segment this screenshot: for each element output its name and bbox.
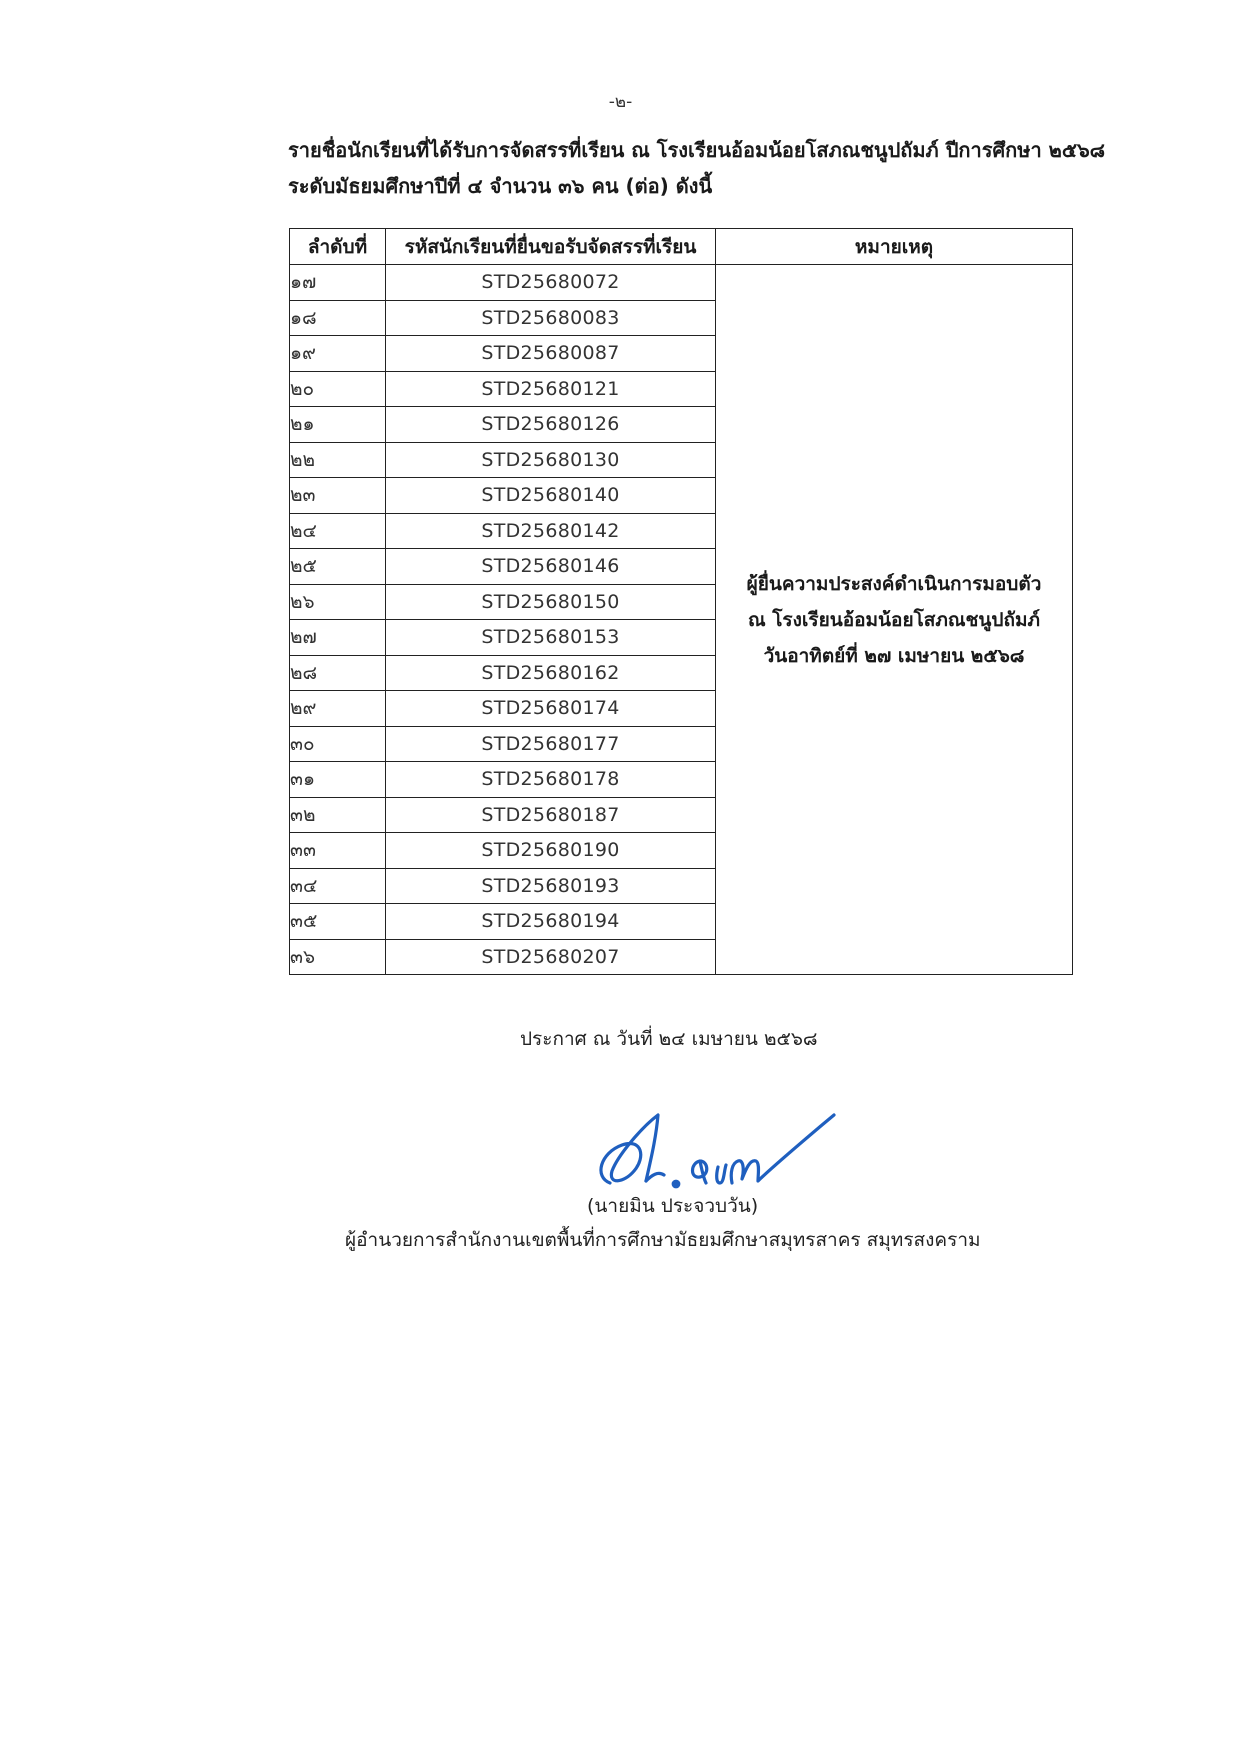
row-student-code: STD25680207: [386, 939, 716, 975]
table-body: [290, 265, 1073, 975]
row-student-code: STD25680083: [386, 300, 716, 336]
row-sequence: ๒๗: [290, 620, 386, 656]
row-sequence: ๑๗: [290, 265, 386, 301]
signer-name: (นายมิน ประจวบวัน): [587, 1195, 759, 1217]
table-header-row: [290, 229, 1073, 265]
row-student-code: STD25680174: [386, 691, 716, 727]
handwritten-signature: [590, 1105, 840, 1205]
header-student-code: รหัสนักเรียนที่ยื่นขอรับจัดสรรที่เรียน: [386, 229, 716, 265]
row-sequence: ๑๙: [290, 336, 386, 372]
page-number: -๒-: [608, 92, 633, 112]
signature-stroke: [601, 1115, 658, 1183]
row-student-code: STD25680142: [386, 513, 716, 549]
row-student-code: STD25680187: [386, 797, 716, 833]
remark-line: ณ โรงเรียนอ้อมน้อยโสภณชนูปถัมภ์: [747, 608, 1041, 631]
row-sequence: ๒๔: [290, 513, 386, 549]
signature-stroke: [717, 1165, 726, 1183]
remark-line: ผู้ยื่นความประสงค์ดำเนินการมอบตัว: [746, 572, 1042, 595]
student-allocation-table: [289, 228, 1073, 975]
row-student-code: STD25680126: [386, 407, 716, 443]
remark-line: วันอาทิตย์ที่ ๒๗ เมษายน ๒๕๖๘: [763, 644, 1025, 667]
row-sequence: ๒๐: [290, 371, 386, 407]
row-sequence: ๒๑: [290, 407, 386, 443]
header-sequence: ลำดับที่: [290, 229, 386, 265]
row-student-code: STD25680153: [386, 620, 716, 656]
row-student-code: STD25680140: [386, 478, 716, 514]
row-student-code: STD25680194: [386, 904, 716, 940]
row-student-code: STD25680193: [386, 868, 716, 904]
row-sequence: ๓๑: [290, 762, 386, 798]
row-sequence: ๓๔: [290, 868, 386, 904]
row-sequence: ๒๙: [290, 691, 386, 727]
row-student-code: STD25680146: [386, 549, 716, 585]
row-sequence: ๓๒: [290, 797, 386, 833]
row-student-code: STD25680190: [386, 833, 716, 869]
signer-title: ผู้อำนวยการสำนักงานเขตพื้นที่การศึกษามัธยมศึกษาสมุทรสาคร สมุทรสงคราม: [345, 1229, 981, 1251]
row-sequence: ๓๖: [290, 939, 386, 975]
signature-dot: [673, 1181, 679, 1187]
row-sequence: ๒๓: [290, 478, 386, 514]
row-student-code: STD25680177: [386, 726, 716, 762]
row-sequence: ๓๐: [290, 726, 386, 762]
signature-stroke: [731, 1115, 834, 1183]
row-sequence: ๒๕: [290, 549, 386, 585]
row-sequence: ๓๓: [290, 833, 386, 869]
row-student-code: STD25680130: [386, 442, 716, 478]
row-sequence: ๓๕: [290, 904, 386, 940]
row-sequence: ๒๘: [290, 655, 386, 691]
row-student-code: STD25680087: [386, 336, 716, 372]
row-student-code: STD25680150: [386, 584, 716, 620]
row-student-code: STD25680162: [386, 655, 716, 691]
row-student-code: STD25680178: [386, 762, 716, 798]
table-row: [290, 265, 1073, 301]
header-remark: หมายเหตุ: [716, 229, 1073, 265]
document-heading-line-2: ระดับมัธยมศึกษาปีที่ ๔ จำนวน ๓๖ คน (ต่อ) ดังนี้: [288, 174, 713, 198]
document-heading-line-1: รายชื่อนักเรียนที่ได้รับการจัดสรรที่เรียน ณ โรงเรียนอ้อมน้อยโสภณชนูปถัมภ์ ปีการศึกษา ๒๕๖๘: [288, 138, 1106, 162]
row-sequence: ๒๒: [290, 442, 386, 478]
remark-cell: [716, 265, 1073, 975]
row-student-code: STD25680121: [386, 371, 716, 407]
row-sequence: ๒๖: [290, 584, 386, 620]
row-student-code: STD25680072: [386, 265, 716, 301]
signature-stroke: [693, 1161, 707, 1183]
announcement-date: ประกาศ ณ วันที่ ๒๔ เมษายน ๒๕๖๘: [520, 1028, 818, 1050]
row-sequence: ๑๘: [290, 300, 386, 336]
